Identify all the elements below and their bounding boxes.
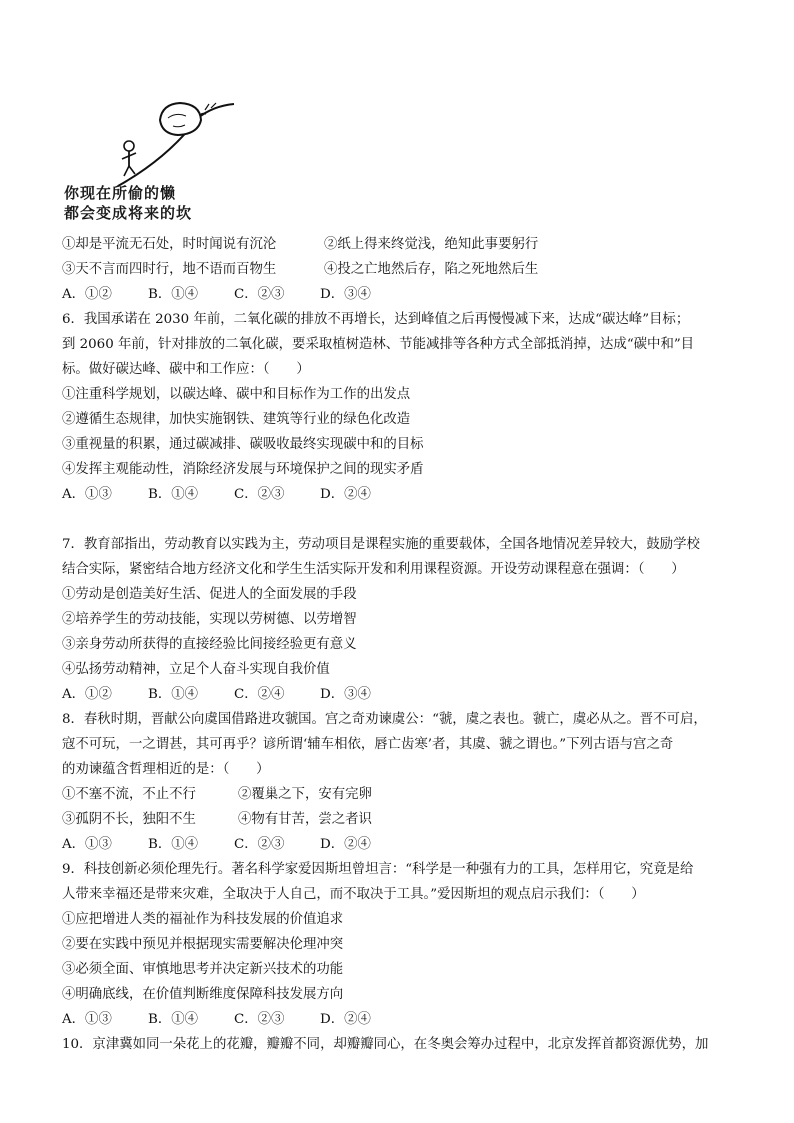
q9-choice-c[interactable]: C．②③ — [234, 1012, 285, 1027]
q10-stem-line-1: 10．京津冀如同一朵花上的花瓣，瓣瓣不同，却瓣瓣同心，在冬奥会筹办过程中，北京发挥首都资源优势，加 — [62, 1037, 709, 1052]
boulder-hill-drawing — [58, 98, 248, 188]
q8-options-row-1 — [62, 786, 372, 804]
q8-choice-a[interactable]: A．①③ — [62, 837, 112, 852]
q8-stem-line-3: 的劝谏蕴含哲理相近的是：（ ） — [62, 762, 270, 777]
cartoon-caption — [64, 183, 192, 223]
q9-stem-line-1: 9．科技创新必须伦理先行。著名科学家爱因斯坦曾坦言：“科学是一种强有力的工具，怎样用它，究竟是给 — [62, 862, 694, 877]
q6-stem-line-3: 标。做好碳达峰、碳中和工作应：（ ） — [62, 362, 310, 377]
q5-choice-a[interactable]: A．①② — [62, 287, 112, 302]
q8-option-2: ②覆巢之下，安有完卵 — [238, 787, 372, 802]
q9-choice-b[interactable]: B．①④ — [148, 1012, 199, 1027]
q8-options-row-2 — [62, 811, 372, 829]
q8-choice-c[interactable]: C．②③ — [234, 837, 285, 852]
q8-stem-line-2: 寇不可玩，一之谓甚，其可再乎？谚所谓‘辅车相依，唇亡齿寒’者，其虞、虢之谓也。”下列古语与宫之奇 — [62, 737, 674, 752]
q6-choices — [62, 486, 406, 504]
q8-choice-b[interactable]: B．①④ — [148, 837, 199, 852]
q6-choice-c[interactable]: C．②③ — [234, 487, 285, 502]
q9-option-1: ①应把增进人类的福祉作为科技发展的价值追求 — [62, 912, 344, 927]
q5-option-3: ③天不言而四时行，地不语而百物生 — [62, 262, 277, 277]
q6-option-4: ④发挥主观能动性，消除经济发展与环境保护之间的现实矛盾 — [62, 462, 424, 477]
q7-stem-line-2: 结合实际，紧密结合地方经济文化和学生生活实际开发和利用课程资源。开设劳动课程意在强调：（ ） — [62, 562, 685, 577]
q9-option-3: ③必须全面、审慎地思考并决定新兴技术的功能 — [62, 962, 344, 977]
q9-choice-a[interactable]: A．①③ — [62, 1012, 112, 1027]
q8-option-3: ③孤阴不长，独阳不生 — [62, 812, 196, 827]
q7-option-1: ①劳动是创造美好生活、促进人的全面发展的手段 — [62, 587, 357, 602]
q8-option-1: ①不塞不流，不止不行 — [62, 787, 196, 802]
q5-choice-d[interactable]: D．③④ — [320, 287, 371, 302]
q5-choice-b[interactable]: B．①④ — [148, 287, 199, 302]
q6-choice-d[interactable]: D．②④ — [320, 487, 371, 502]
caption-line-1: 你现在所偷的懒 — [64, 184, 177, 202]
q8-choices — [62, 836, 406, 854]
q5-choices — [62, 286, 406, 304]
q7-option-3: ③亲身劳动所获得的直接经验比间接经验更有意义 — [62, 637, 357, 652]
q7-choice-b[interactable]: B．①④ — [148, 687, 199, 702]
q5-choice-c[interactable]: C．②③ — [234, 287, 285, 302]
q7-option-2: ②培养学生的劳动技能，实现以劳树德、以劳增智 — [62, 612, 357, 627]
q6-option-2: ②遵循生态规律，加快实施钢铁、建筑等行业的绿色化改造 — [62, 412, 411, 427]
q6-choice-a[interactable]: A．①③ — [62, 487, 112, 502]
q7-choices — [62, 686, 406, 704]
q5-options-row-2 — [62, 261, 538, 279]
q7-choice-d[interactable]: D．③④ — [320, 687, 371, 702]
q9-option-2: ②要在实践中预见并根据现实需要解决伦理冲突 — [62, 937, 344, 952]
q9-stem-line-2: 人带来幸福还是带来灾难，全取决于人自己，而不取决于工具。”爱因斯坦的观点启示我们：（ ） — [62, 887, 645, 902]
q9-option-4: ④明确底线，在价值判断维度保障科技发展方向 — [62, 987, 344, 1002]
q5-option-4: ④投之亡地然后存，陷之死地然后生 — [324, 262, 539, 277]
q8-stem-line-1: 8．春秋时期，晋献公向虞国借路进攻虢国。宫之奇劝谏虞公：“虢，虞之表也。虢亡，虞必从之。晋不可启， — [62, 712, 707, 727]
q8-choice-d[interactable]: D．②④ — [320, 837, 371, 852]
q6-choice-b[interactable]: B．①④ — [148, 487, 199, 502]
q8-option-4: ④物有甘苦，尝之者识 — [238, 812, 372, 827]
q6-option-3: ③重视量的积累，通过碳减排、碳吸收最终实现碳中和的目标 — [62, 437, 424, 452]
q6-stem-line-1: 6．我国承诺在 2030 年前，二氧化碳的排放不再增长，达到峰值之后再慢慢减下来，达成“碳达峰”目标； — [62, 312, 690, 327]
q7-option-4: ④弘扬劳动精神，立足个人奋斗实现自我价值 — [62, 662, 330, 677]
q5-option-1: ①却是平流无石处，时时闻说有沉沦 — [62, 237, 277, 252]
q9-choice-d[interactable]: D．②④ — [320, 1012, 371, 1027]
q6-option-1: ①注重科学规划，以碳达峰、碳中和目标作为工作的出发点 — [62, 387, 411, 402]
q7-stem-line-1: 7．教育部指出，劳动教育以实践为主，劳动项目是课程实施的重要载体，全国各地情况差异较大，鼓励学校 — [62, 537, 700, 552]
q6-stem-line-2: 到 2060 年前，针对排放的二氧化碳，要采取植树造林、节能减排等各种方式全部抵消掉，达成“碳中和”目 — [62, 337, 695, 352]
q5-option-2: ②纸上得来终觉浅，绝知此事要躬行 — [324, 237, 539, 252]
q5-options-row-1 — [62, 236, 538, 254]
q9-choices — [62, 1011, 406, 1029]
q7-choice-c[interactable]: C．②④ — [234, 687, 285, 702]
q7-choice-a[interactable]: A．①② — [62, 687, 112, 702]
caption-line-2: 都会变成将来的坎 — [64, 204, 193, 222]
